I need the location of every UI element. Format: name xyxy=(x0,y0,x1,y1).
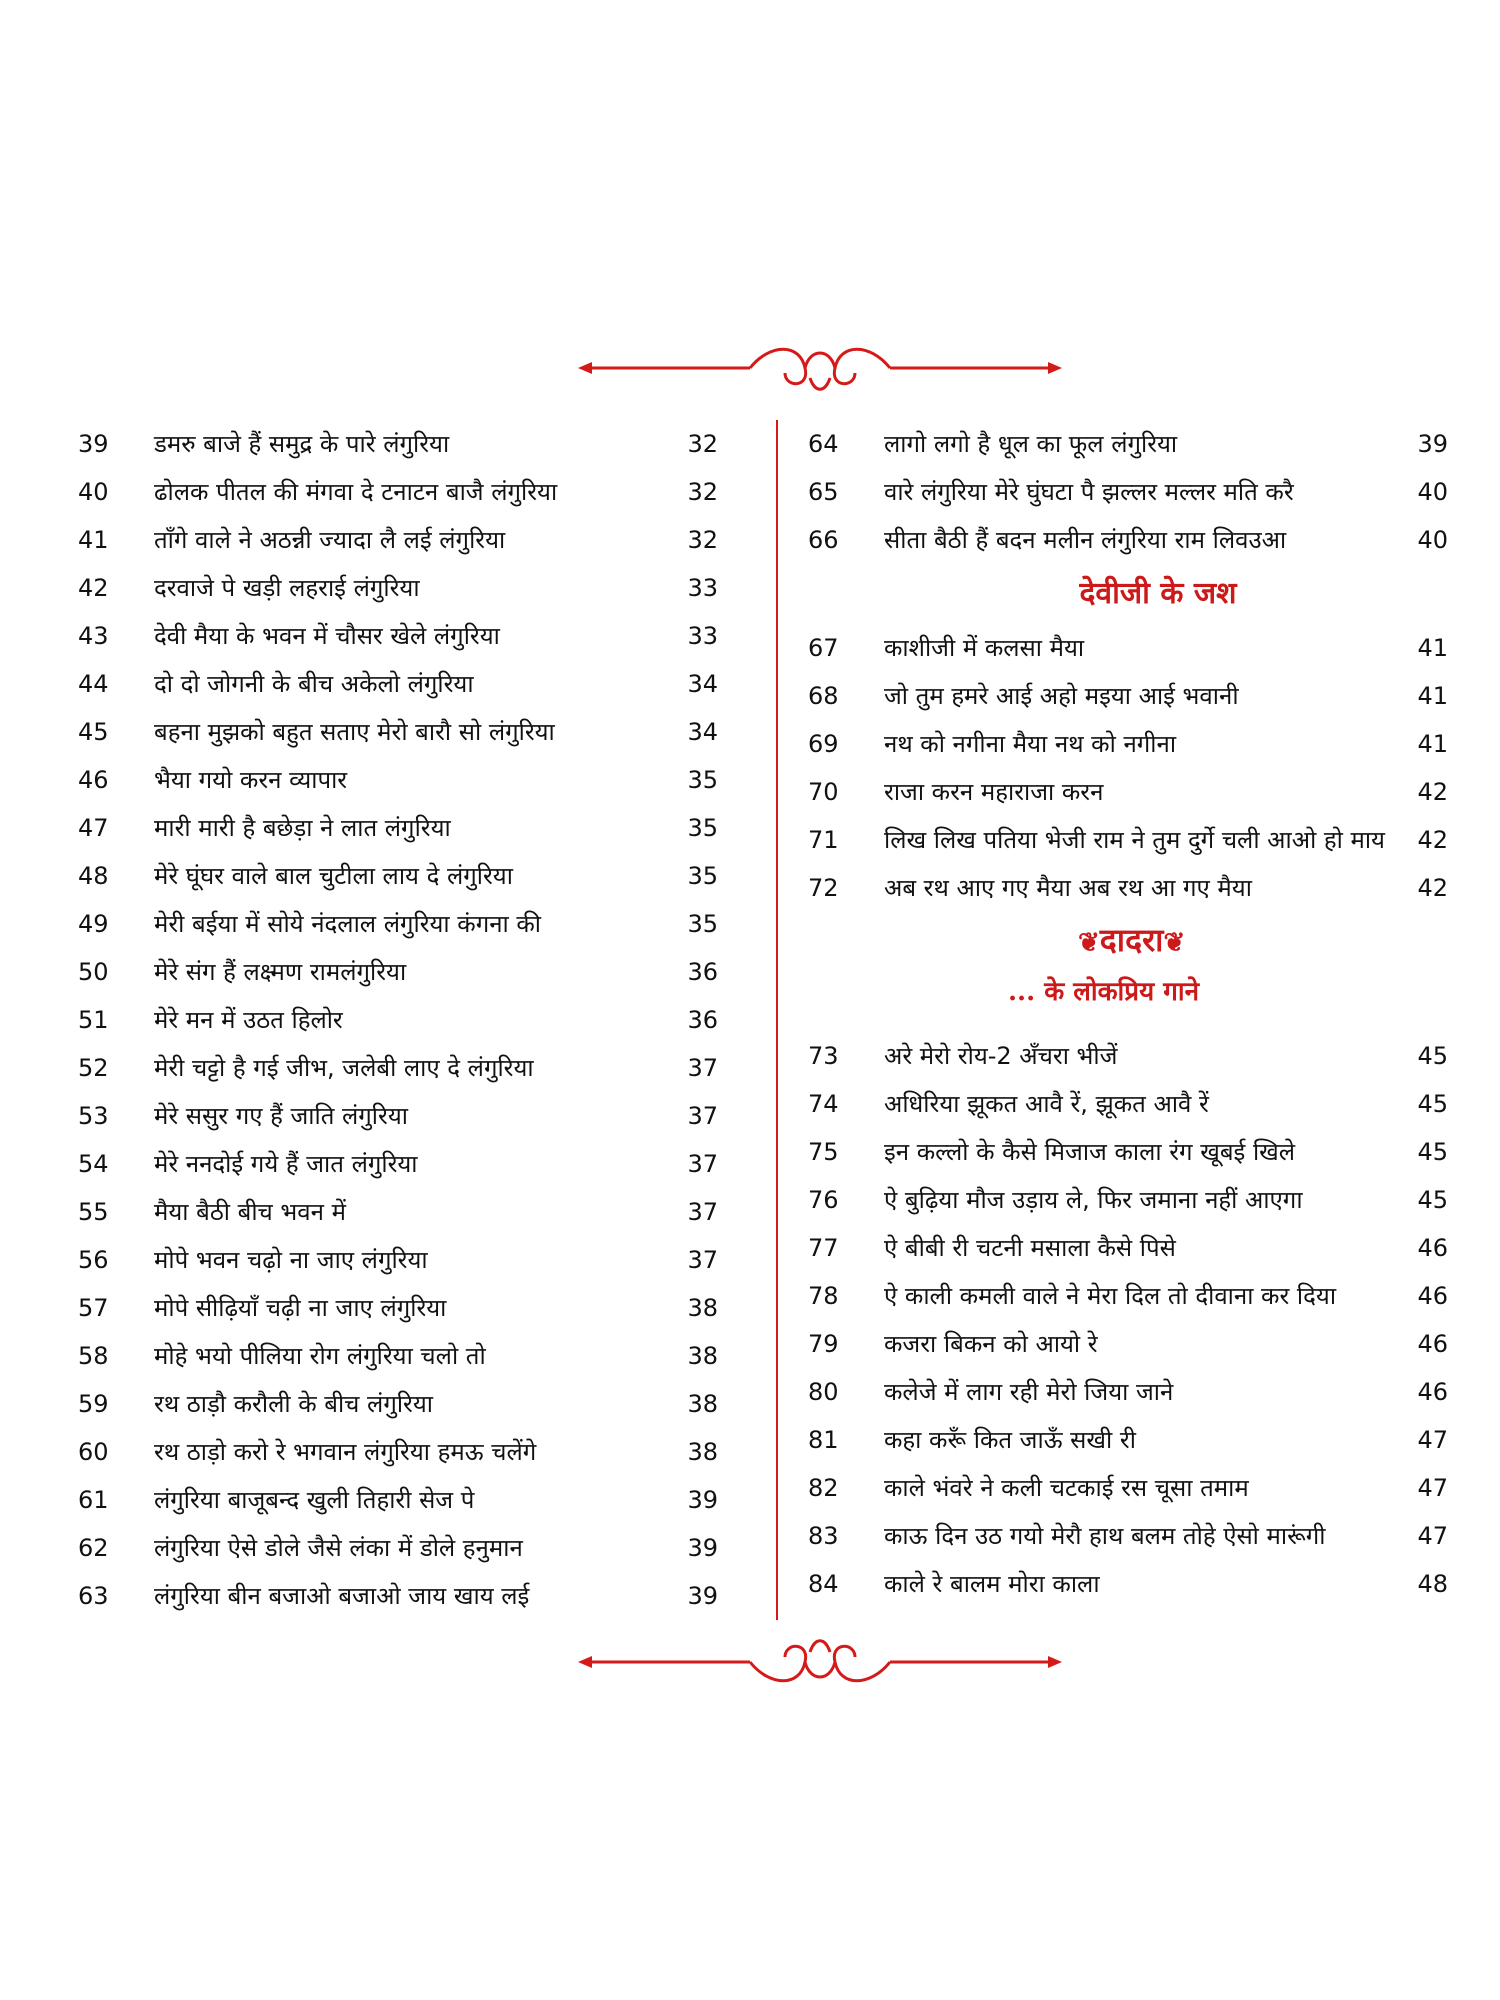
entry-title: मेरे संग हैं लक्ष्मण रामलंगुरिया xyxy=(154,958,407,986)
entry-title: मेरी बईया में सोये नंदलाल लंगुरिया कंगना की xyxy=(154,910,542,938)
entry-title: मेरे ननदोई गये हैं जात लंगुरिया xyxy=(154,1150,418,1178)
toc-entry xyxy=(78,1044,718,1092)
dadra-title xyxy=(1078,918,1185,961)
entry-number: 59 xyxy=(78,1390,109,1418)
entry-title: भैया गयो करन व्यापार xyxy=(154,766,348,794)
toc-entry xyxy=(808,1272,1448,1320)
entry-number: 70 xyxy=(808,778,839,806)
entry-number: 42 xyxy=(78,574,109,602)
entry-page: 36 xyxy=(687,958,718,986)
entry-page: 40 xyxy=(1417,526,1448,554)
entry-title: कहा करूँ कित जाऊँ सखी री xyxy=(884,1426,1136,1454)
entry-number: 48 xyxy=(78,862,109,890)
entry-title: कलेजे में लाग रही मेरो जिया जाने xyxy=(884,1378,1174,1406)
entry-number: 39 xyxy=(78,430,109,458)
toc-entry xyxy=(808,420,1448,468)
toc-entry xyxy=(78,900,718,948)
toc-entry xyxy=(808,864,1448,912)
entry-page: 38 xyxy=(687,1294,718,1322)
toc-entry xyxy=(78,420,718,468)
toc-entry xyxy=(78,996,718,1044)
toc-entry xyxy=(78,1476,718,1524)
toc-entry xyxy=(78,1236,718,1284)
toc-entry xyxy=(808,720,1448,768)
toc-entry xyxy=(78,1380,718,1428)
entry-title: ऐ बीबी री चटनी मसाला कैसे पिसे xyxy=(884,1234,1176,1262)
entry-number: 65 xyxy=(808,478,839,506)
entry-number: 49 xyxy=(78,910,109,938)
toc-entry xyxy=(78,1524,718,1572)
section-heading-dadra xyxy=(808,912,1448,1032)
entry-number: 72 xyxy=(808,874,839,902)
entry-title: काले रे बालम मोरा काला xyxy=(884,1570,1100,1598)
toc-entry xyxy=(78,1140,718,1188)
entry-page: 48 xyxy=(1417,1570,1448,1598)
entry-page: 37 xyxy=(687,1246,718,1274)
dadra-subtitle: ... के लोकप्रिय गाने xyxy=(1008,977,1200,1007)
bottom-ornament xyxy=(570,1632,1070,1692)
entry-page: 45 xyxy=(1417,1090,1448,1118)
entry-number: 61 xyxy=(78,1486,109,1514)
toc-entry xyxy=(78,1092,718,1140)
top-ornament xyxy=(570,338,1070,398)
entry-title: अधिरिया झूकत आवै रें, झूकत आवै रें xyxy=(884,1090,1209,1118)
entry-title: दो दो जोगनी के बीच अकेलो लंगुरिया xyxy=(154,670,474,698)
entry-title: जो तुम हमरे आई अहो मइया आई भवानी xyxy=(884,682,1239,710)
entry-page: 47 xyxy=(1417,1522,1448,1550)
entry-page: 38 xyxy=(687,1438,718,1466)
entry-title: देवी मैया के भवन में चौसर खेले लंगुरिया xyxy=(154,622,500,650)
entry-page: 46 xyxy=(1417,1378,1448,1406)
entry-title: मारी मारी है बछेड़ा ने लात लंगुरिया xyxy=(154,814,451,842)
flourish-right-icon: ❦ xyxy=(1163,928,1186,958)
entry-page: 39 xyxy=(687,1486,718,1514)
toc-entry xyxy=(78,1188,718,1236)
entry-title: वारे लंगुरिया मेरे घुंघटा पै झल्लर मल्लर मति करै xyxy=(884,478,1294,506)
toc-entry xyxy=(808,1128,1448,1176)
entry-title: नथ को नगीना मैया नथ को नगीना xyxy=(884,730,1177,758)
entry-number: 80 xyxy=(808,1378,839,1406)
entry-page: 45 xyxy=(1417,1186,1448,1214)
toc-entry xyxy=(78,1332,718,1380)
entry-number: 83 xyxy=(808,1522,839,1550)
entry-number: 54 xyxy=(78,1150,109,1178)
entry-page: 34 xyxy=(687,670,718,698)
entry-page: 45 xyxy=(1417,1042,1448,1070)
entry-number: 75 xyxy=(808,1138,839,1166)
entry-number: 63 xyxy=(78,1582,109,1610)
entry-title: सीता बैठी हैं बदन मलीन लंगुरिया राम लिवउआ xyxy=(884,526,1287,554)
entry-title: लंगुरिया ऐसे डोले जैसे लंका में डोले हनुमान xyxy=(154,1534,523,1562)
toc-entry xyxy=(78,1572,718,1620)
entry-number: 66 xyxy=(808,526,839,554)
entry-page: 38 xyxy=(687,1390,718,1418)
toc-entry xyxy=(78,564,718,612)
entry-page: 37 xyxy=(687,1054,718,1082)
entry-title: अब रथ आए गए मैया अब रथ आ गए मैया xyxy=(884,874,1252,902)
entry-number: 84 xyxy=(808,1570,839,1598)
toc-entry xyxy=(808,1368,1448,1416)
entry-title: रथ ठाड़ो करो रे भगवान लंगुरिया हमऊ चलेंगे xyxy=(154,1438,537,1466)
entry-title: दरवाजे पे खड़ी लहराई लंगुरिया xyxy=(154,574,420,602)
entry-number: 77 xyxy=(808,1234,839,1262)
right-column xyxy=(808,420,1448,1608)
entry-page: 32 xyxy=(687,430,718,458)
entry-title: रथ ठाड़ौ करौली के बीच लंगुरिया xyxy=(154,1390,434,1418)
entry-number: 44 xyxy=(78,670,109,698)
entry-number: 57 xyxy=(78,1294,109,1322)
entry-page: 42 xyxy=(1417,778,1448,806)
entry-page: 39 xyxy=(687,1582,718,1610)
entry-number: 56 xyxy=(78,1246,109,1274)
entry-number: 52 xyxy=(78,1054,109,1082)
entry-number: 60 xyxy=(78,1438,109,1466)
entry-page: 40 xyxy=(1417,478,1448,506)
toc-entry xyxy=(808,1416,1448,1464)
toc-entry xyxy=(808,1032,1448,1080)
entry-page: 42 xyxy=(1417,874,1448,902)
entry-title: मेरे घूंघर वाले बाल चुटीला लाय दे लंगुरिया xyxy=(154,862,513,890)
entry-number: 47 xyxy=(78,814,109,842)
entry-page: 47 xyxy=(1417,1474,1448,1502)
toc-entry xyxy=(808,768,1448,816)
toc-entry xyxy=(808,1224,1448,1272)
entry-page: 36 xyxy=(687,1006,718,1034)
entry-title: डमरु बाजे हैं समुद्र के पारे लंगुरिया xyxy=(154,430,450,458)
toc-entry xyxy=(78,468,718,516)
entry-title: लंगुरिया बीन बजाओ बजाओ जाय खाय लई xyxy=(154,1582,530,1610)
toc-entry xyxy=(808,1080,1448,1128)
toc-entry xyxy=(808,468,1448,516)
toc-entry xyxy=(78,1428,718,1476)
section-heading-devi: देवीजी के जश xyxy=(1079,576,1237,611)
entry-page: 41 xyxy=(1417,634,1448,662)
entry-title: मोहे भयो पीलिया रोग लंगुरिया चलो तो xyxy=(154,1342,486,1370)
entry-page: 41 xyxy=(1417,682,1448,710)
toc-entry xyxy=(78,804,718,852)
toc-entry xyxy=(78,516,718,564)
entry-number: 82 xyxy=(808,1474,839,1502)
entry-page: 33 xyxy=(687,574,718,602)
column-divider xyxy=(776,420,778,1620)
entry-number: 71 xyxy=(808,826,839,854)
entry-page: 37 xyxy=(687,1102,718,1130)
toc-entry xyxy=(808,1512,1448,1560)
toc-entry xyxy=(808,624,1448,672)
toc-entry xyxy=(808,516,1448,564)
entry-page: 46 xyxy=(1417,1282,1448,1310)
entry-title: बहना मुझको बहुत सताए मेरो बारौ सो लंगुरिया xyxy=(154,718,555,746)
entry-title: कजरा बिकन को आयो रे xyxy=(884,1330,1098,1358)
toc-entry xyxy=(78,612,718,660)
entry-page: 47 xyxy=(1417,1426,1448,1454)
entry-number: 43 xyxy=(78,622,109,650)
toc-entry xyxy=(78,708,718,756)
entry-title: मैया बैठी बीच भवन में xyxy=(154,1198,346,1226)
entry-page: 37 xyxy=(687,1150,718,1178)
entry-title: काऊ दिन उठ गयो मेरौ हाथ बलम तोहे ऐसो मारूंगी xyxy=(884,1522,1326,1550)
entry-title: ऐ काली कमली वाले ने मेरा दिल तो दीवाना कर दिया xyxy=(884,1282,1337,1310)
entry-number: 46 xyxy=(78,766,109,794)
entry-title: लिख लिख पतिया भेजी राम ने तुम दुर्गे चली आओ हो माय xyxy=(884,826,1385,854)
entry-title: मेरी चट्टो है गई जीभ, जलेबी लाए दे लंगुरिया xyxy=(154,1054,534,1082)
entry-page: 35 xyxy=(687,814,718,842)
toc-entry xyxy=(78,1284,718,1332)
toc-entry xyxy=(78,660,718,708)
entry-title: मेरे ससुर गए हैं जाति लंगुरिया xyxy=(154,1102,408,1130)
entry-number: 69 xyxy=(808,730,839,758)
entry-page: 37 xyxy=(687,1198,718,1226)
entry-page: 45 xyxy=(1417,1138,1448,1166)
flourish-left-icon: ❦ xyxy=(1078,928,1100,958)
entry-title: काशीजी में कलसा मैया xyxy=(884,634,1085,662)
entry-number: 62 xyxy=(78,1534,109,1562)
left-column xyxy=(78,420,718,1620)
entry-number: 50 xyxy=(78,958,109,986)
entry-page: 46 xyxy=(1417,1330,1448,1358)
entry-title: मेरे मन में उठत हिलोर xyxy=(154,1006,343,1034)
entry-page: 39 xyxy=(687,1534,718,1562)
entry-page: 42 xyxy=(1417,826,1448,854)
entry-title: अरे मेरो रोय-2 अँचरा भीजें xyxy=(884,1042,1118,1070)
entry-number: 67 xyxy=(808,634,839,662)
entry-number: 55 xyxy=(78,1198,109,1226)
entry-title: ऐ बुढ़िया मौज उड़ाय ले, फिर जमाना नहीं आएगा xyxy=(884,1186,1303,1214)
entry-number: 79 xyxy=(808,1330,839,1358)
entry-page: 32 xyxy=(687,478,718,506)
entry-number: 74 xyxy=(808,1090,839,1118)
entry-number: 45 xyxy=(78,718,109,746)
toc-entry xyxy=(78,756,718,804)
entry-title: ढोलक पीतल की मंगवा दे टनाटन बाजै लंगुरिया xyxy=(154,478,558,506)
entry-number: 51 xyxy=(78,1006,109,1034)
toc-entry xyxy=(808,1320,1448,1368)
toc-entry xyxy=(808,1176,1448,1224)
entry-page: 41 xyxy=(1417,730,1448,758)
toc-entry xyxy=(808,816,1448,864)
entry-page: 35 xyxy=(687,766,718,794)
toc-entry xyxy=(78,852,718,900)
entry-page: 35 xyxy=(687,862,718,890)
entry-title: ताँगे वाले ने अठन्नी ज्यादा लै लई लंगुरिया xyxy=(154,526,506,554)
entry-number: 73 xyxy=(808,1042,839,1070)
entry-page: 33 xyxy=(687,622,718,650)
toc-entry xyxy=(808,672,1448,720)
entry-page: 32 xyxy=(687,526,718,554)
entry-title: काले भंवरे ने कली चटकाई रस चूसा तमाम xyxy=(884,1474,1249,1502)
entry-title: लागो लगो है धूल का फूल लंगुरिया xyxy=(884,430,1178,458)
entry-title: मोपे भवन चढ़ो ना जाए लंगुरिया xyxy=(154,1246,428,1274)
entry-page: 39 xyxy=(1417,430,1448,458)
entry-number: 40 xyxy=(78,478,109,506)
entry-title: लंगुरिया बाजूबन्द खुली तिहारी सेज पे xyxy=(154,1486,475,1514)
entry-title: राजा करन महाराजा करन xyxy=(884,778,1104,806)
toc-entry xyxy=(808,1560,1448,1608)
entry-page: 35 xyxy=(687,910,718,938)
entry-page: 34 xyxy=(687,718,718,746)
entry-page: 38 xyxy=(687,1342,718,1370)
entry-title: इन कल्लो के कैसे मिजाज काला रंग खूबई खिले xyxy=(884,1138,1296,1166)
entry-title: मोपे सीढ़ियाँ चढ़ी ना जाए लंगुरिया xyxy=(154,1294,447,1322)
entry-number: 41 xyxy=(78,526,109,554)
entry-number: 76 xyxy=(808,1186,839,1214)
toc-entry xyxy=(808,1464,1448,1512)
dadra-label: दादरा xyxy=(1099,921,1164,959)
entry-page: 46 xyxy=(1417,1234,1448,1262)
entry-number: 53 xyxy=(78,1102,109,1130)
toc-entry xyxy=(78,948,718,996)
entry-number: 68 xyxy=(808,682,839,710)
entry-number: 58 xyxy=(78,1342,109,1370)
entry-number: 78 xyxy=(808,1282,839,1310)
entry-number: 81 xyxy=(808,1426,839,1454)
entry-number: 64 xyxy=(808,430,839,458)
